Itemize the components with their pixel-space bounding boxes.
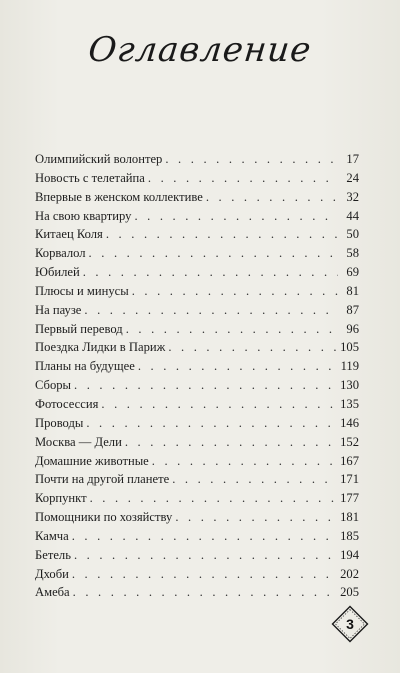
- dot-leader: [126, 320, 338, 339]
- toc-entry-title: Дхоби: [35, 566, 69, 581]
- toc-entry-title: На свою квартиру: [35, 208, 132, 223]
- toc-entry-title: Почти на другой планете: [35, 472, 170, 487]
- toc-entry-page: 81: [346, 283, 359, 298]
- toc-entry-page: 205: [340, 585, 359, 600]
- toc-entry: [35, 169, 359, 188]
- toc-entry-page: 24: [346, 170, 359, 185]
- toc-entry-page: 96: [346, 321, 359, 336]
- dot-leader: [206, 188, 338, 207]
- dot-leader: [138, 357, 338, 376]
- toc-entry: [35, 395, 359, 414]
- toc-entry-page: 202: [340, 566, 359, 581]
- toc-entry-page: 146: [340, 415, 359, 430]
- dot-leader: [125, 433, 337, 452]
- toc-entry-title: Корпункт: [35, 491, 87, 506]
- dot-leader: [168, 338, 337, 357]
- dot-leader: [148, 169, 338, 188]
- toc-entry-title: Олимпийский волонтер: [35, 152, 163, 166]
- page-title: Оглавление: [86, 30, 314, 70]
- toc-entry-title: Планы на будущее: [35, 359, 135, 374]
- toc-entry-title: Камча: [35, 528, 69, 543]
- dot-leader: [83, 263, 338, 282]
- toc-entry-title: Фотосессия: [35, 396, 99, 411]
- toc-entry-title: Китаец Коля: [35, 227, 103, 242]
- toc-entry-page: 87: [346, 302, 359, 317]
- toc-entry: [35, 188, 359, 207]
- toc-entry-title: Плюсы и минусы: [35, 283, 129, 298]
- dot-leader: [106, 225, 338, 244]
- toc-entry: [35, 489, 359, 508]
- toc-entry-title: Поездка Лидки в Париж: [35, 340, 166, 355]
- toc-entry: [35, 207, 359, 226]
- toc-entry: [35, 338, 359, 357]
- toc-entry-title: На паузе: [35, 302, 82, 317]
- toc-entry: [35, 263, 359, 282]
- toc-entry: [35, 546, 359, 565]
- dot-leader: [74, 546, 337, 565]
- toc-entry: [35, 565, 359, 584]
- toc-entry: [35, 414, 359, 433]
- toc-entry: [35, 357, 359, 376]
- toc-entry-page: 177: [340, 491, 359, 506]
- toc-entry: [35, 376, 359, 395]
- toc-entry: [35, 301, 359, 320]
- dot-leader: [172, 470, 337, 489]
- toc-entry: [35, 244, 359, 263]
- toc-entry-title: Москва — Дели: [35, 434, 122, 449]
- toc-entry: [35, 150, 359, 169]
- toc-entry-title: Помощники по хозяйству: [35, 510, 173, 525]
- table-of-contents: [35, 150, 359, 602]
- toc-entry-page: 152: [340, 434, 359, 449]
- dot-leader: [101, 395, 337, 414]
- toc-entry-page: 119: [340, 359, 359, 374]
- dot-leader: [152, 452, 337, 471]
- toc-entry-title: Проводы: [35, 415, 84, 430]
- dot-leader: [74, 376, 337, 395]
- dot-leader: [89, 244, 338, 263]
- dot-leader: [90, 489, 338, 508]
- page-number: 3: [346, 616, 354, 632]
- toc-entry-title: Амеба: [35, 585, 70, 600]
- dot-leader: [132, 282, 338, 301]
- toc-entry-page: 130: [340, 378, 359, 393]
- toc-entry-page: 185: [340, 528, 359, 543]
- toc-entry-page: 167: [340, 453, 359, 468]
- toc-entry-title: Бетель: [35, 547, 71, 562]
- dot-leader: [72, 527, 337, 546]
- toc-entry: [35, 527, 359, 546]
- toc-entry-title: Сборы: [35, 378, 72, 393]
- dot-leader: [134, 207, 338, 226]
- toc-entry-page: 17: [346, 152, 359, 166]
- toc-entry: [35, 470, 359, 489]
- toc-entry-title: Юбилей: [35, 265, 80, 280]
- toc-entry: [35, 282, 359, 301]
- dot-leader: [175, 508, 337, 527]
- toc-entry-title: Впервые в женском коллективе: [35, 189, 203, 204]
- toc-entry-page: 50: [346, 227, 359, 242]
- toc-entry-page: 69: [346, 265, 359, 280]
- toc-entry-page: 181: [340, 510, 359, 525]
- toc-entry-page: 44: [346, 208, 359, 223]
- toc-entry-page: 105: [340, 340, 359, 355]
- toc-entry: [35, 225, 359, 244]
- toc-entry-page: 32: [346, 189, 359, 204]
- toc-entry-page: 58: [346, 246, 359, 261]
- toc-entry-title: Корвалол: [35, 246, 86, 261]
- toc-entry-page: 194: [340, 547, 359, 562]
- dot-leader: [165, 150, 338, 169]
- toc-entry-title: Новость с телетайпа: [35, 170, 145, 185]
- dot-leader: [86, 414, 337, 433]
- dot-leader: [84, 301, 338, 320]
- toc-entry: [35, 452, 359, 471]
- dot-leader: [72, 565, 337, 584]
- toc-entry-title: Первый перевод: [35, 321, 123, 336]
- dot-leader: [73, 583, 337, 602]
- toc-entry-page: 171: [340, 472, 359, 487]
- toc-entry: [35, 583, 359, 602]
- toc-entry: [35, 320, 359, 339]
- toc-entry: [35, 508, 359, 527]
- toc-entry: [35, 433, 359, 452]
- toc-entry-title: Домашние животные: [35, 453, 149, 468]
- page-number-badge: [331, 605, 369, 643]
- toc-entry-page: 135: [340, 396, 359, 411]
